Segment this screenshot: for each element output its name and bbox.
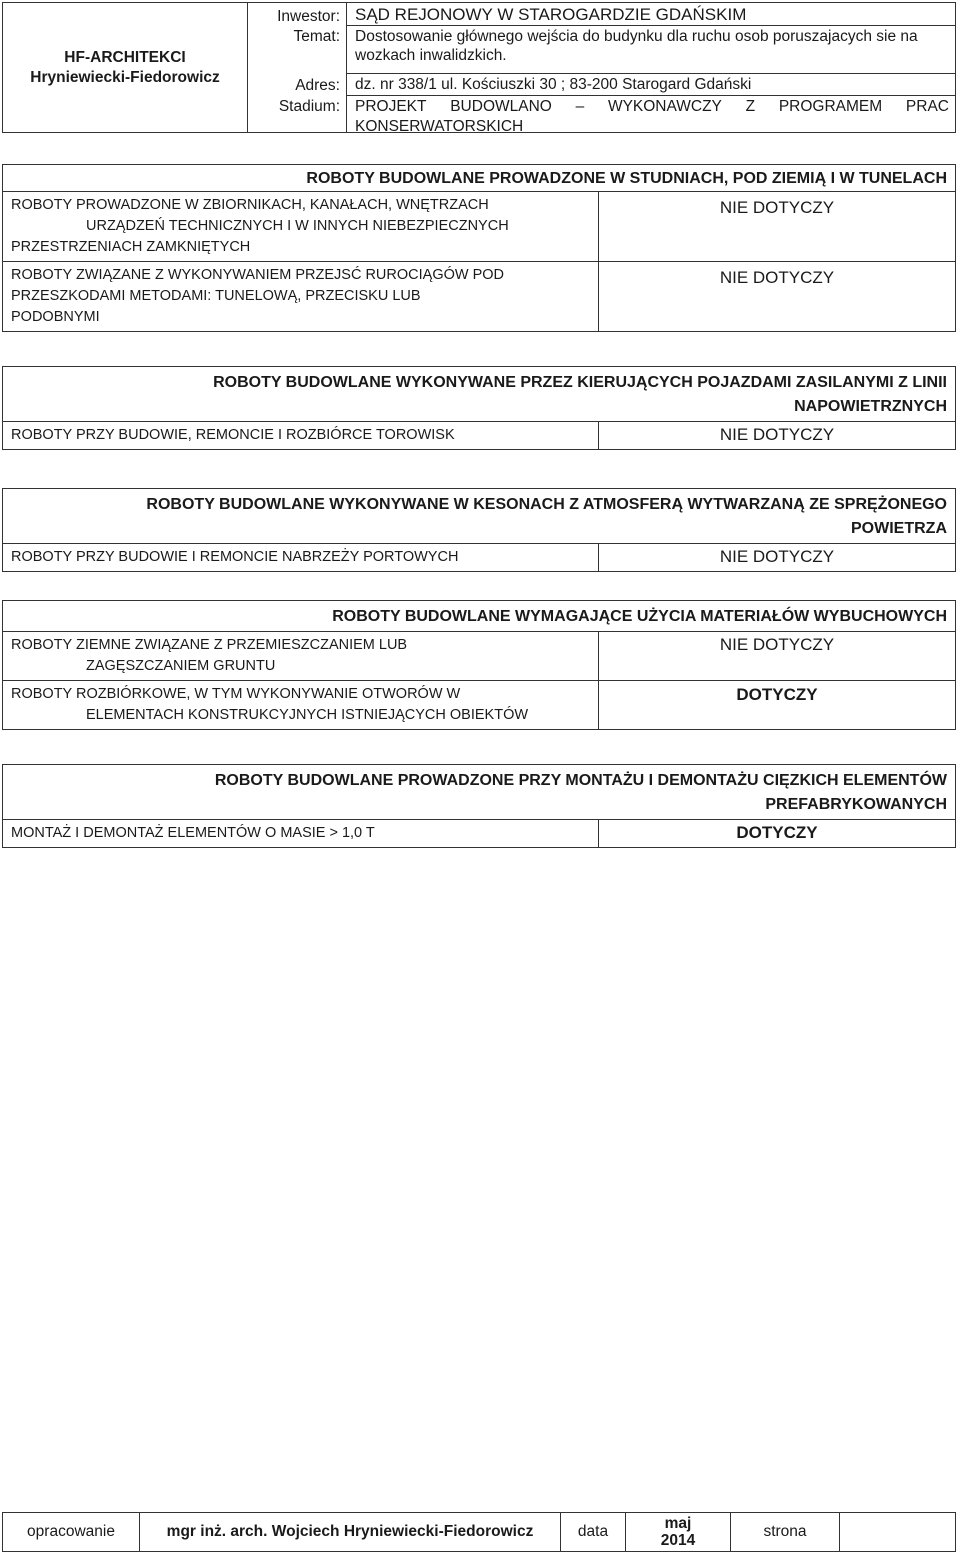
firm-name-line1: HF-ARCHITEKCI (64, 48, 186, 66)
section-title (3, 489, 955, 544)
date-year: 2014 (660, 1532, 696, 1549)
author-name: mgr inż. arch. Wojciech Hryniewiecki-Fiedorowicz (140, 1513, 561, 1551)
status-value: DOTYCZY (736, 685, 818, 704)
table-row (3, 820, 955, 847)
description-line: MONTAŻ I DEMONTAŻ ELEMENTÓW O MASIE > 1,0 T (11, 825, 375, 841)
page-number (840, 1513, 955, 1551)
description-line: ELEMENTACH KONSTRUKCYJNYCH ISTNIEJĄCYCH OBIEKTÓW (86, 707, 529, 723)
status-value: NIE DOTYCZY (719, 635, 835, 654)
description-line: ROBOTY PRZY BUDOWIE I REMONCIE NABRZEŻY PORTOWYCH (11, 549, 459, 565)
header-labels (248, 3, 346, 132)
section-title-line: ROBOTY BUDOWLANE WYKONYWANE W KESONACH Z ATMOSFERĄ WYTWARZANĄ ZE SPRĘŻONEGO (146, 496, 947, 513)
stage-word: PRAC (905, 98, 949, 115)
work-description (3, 820, 599, 847)
description-line: ZAGĘSZCZANIEM GRUNTU (86, 658, 276, 674)
status-value: NIE DOTYCZY (719, 268, 835, 287)
status-value: DOTYCZY (736, 823, 818, 842)
work-description (3, 192, 599, 261)
stage-word: PROGRAMEM (778, 98, 883, 115)
description-line: ROBOTY ZIEMNE ZWIĄZANE Z PRZEMIESZCZANIEM LUB (11, 637, 408, 653)
address-row (347, 73, 955, 96)
table-row (3, 681, 955, 729)
section-overhead-line-vehicles (2, 366, 956, 450)
prepared-by-label: opracowanie (3, 1513, 140, 1551)
section-heavy-prefab-elements (2, 764, 956, 848)
firm-name (3, 3, 248, 132)
description-line: ROBOTY PRZY BUDOWIE, REMONCIE I ROZBIÓRCE TOROWISK (11, 427, 455, 443)
work-description (3, 262, 599, 331)
date-value (626, 1513, 731, 1551)
table-row (3, 422, 955, 449)
section-title-line: ROBOTY BUDOWLANE PROWADZONE PRZY MONTAŻU I DEMONTAŻU CIĘZKICH ELEMENTÓW (214, 772, 947, 789)
section-title-line: PREFABRYKOWANYCH (765, 796, 947, 813)
date-label: data (561, 1513, 626, 1551)
section-title-line: ROBOTY BUDOWLANE WYKONYWANE PRZEZ KIERUJĄCYCH POJAZDAMI ZASILANYMI Z LINII (213, 374, 947, 391)
topic-row (347, 25, 955, 74)
description-line: PODOBNYMI (11, 309, 100, 325)
section-caissons (2, 488, 956, 572)
stage-value-line1 (355, 97, 949, 116)
description-line: ROBOTY ROZBIÓRKOWE, W TYM WYKONYWANIE OTWORÓW W (11, 686, 461, 702)
topic-label: Temat: (293, 28, 340, 45)
description-line: PRZESTRZENIACH ZAMKNIĘTYCH (11, 239, 251, 255)
stage-label: Stadium: (278, 98, 340, 115)
description-line: ROBOTY ZWIĄZANE Z WYKONYWANIEM PRZEJSĆ RUROCIĄGÓW POD (11, 267, 505, 283)
section-title (3, 765, 955, 820)
work-description (3, 422, 599, 449)
description-line: PRZESZKODAMI METODAMI: TUNELOWĄ, PRZECISKU LUB (11, 288, 421, 304)
stage-word: WYKONAWCZY (607, 98, 722, 115)
investor-label: Inwestor: (277, 8, 340, 25)
page-label: strona (731, 1513, 840, 1551)
status-value: NIE DOTYCZY (719, 198, 835, 217)
status-value: NIE DOTYCZY (719, 425, 835, 444)
stage-value-line2: KONSERWATORSKICH (355, 118, 524, 135)
section-title: ROBOTY BUDOWLANE PROWADZONE W STUDNIACH, POD ZIEMIĄ I W TUNELACH (3, 165, 955, 192)
table-row (3, 262, 955, 331)
stage-word: – (575, 98, 585, 115)
work-description (3, 681, 599, 729)
section-title (3, 367, 955, 422)
description-line: URZĄDZEŃ TECHNICZNYCH I W INNYCH NIEBEZPIECZNYCH (86, 218, 509, 234)
section-title-line: NAPOWIETRZNYCH (794, 398, 947, 415)
section-explosives (2, 600, 956, 730)
header-values (346, 3, 955, 135)
footer-title-strip (2, 1512, 956, 1552)
section-underground-works (2, 164, 956, 332)
section-title-line: POWIETRZA (851, 520, 947, 537)
title-block (2, 2, 956, 133)
table-row (3, 192, 955, 262)
investor-value: SĄD REJONOWY W STAROGARDZIE GDAŃSKIM (355, 5, 747, 24)
stage-word: PROJEKT (355, 98, 427, 115)
date-month: maj (664, 1515, 692, 1532)
address-label: Adres: (295, 77, 340, 94)
status-value: NIE DOTYCZY (719, 547, 835, 566)
description-line: ROBOTY PROWADZONE W ZBIORNIKACH, KANAŁACH, WNĘTRZACH (11, 197, 489, 213)
topic-value: Dostosowanie głównego wejścia do budynku dla ruchu osob poruszajacych sie na wozkach inwalidzkich. (355, 28, 918, 64)
section-title: ROBOTY BUDOWLANE WYMAGAJĄCE UŻYCIA MATERIAŁÓW WYBUCHOWYCH (3, 601, 955, 632)
table-row (3, 632, 955, 681)
work-description (3, 632, 599, 680)
address-value: dz. nr 338/1 ul. Kościuszki 30 ; 83-200 Starogard Gdański (355, 76, 752, 93)
stage-word: BUDOWLANO (450, 98, 552, 115)
table-row (3, 544, 955, 571)
firm-name-line2: Hryniewiecki-Fiedorowicz (30, 68, 220, 86)
stage-row (347, 95, 955, 134)
investor-row (347, 3, 955, 26)
work-description (3, 544, 599, 571)
stage-word: Z (745, 98, 756, 115)
